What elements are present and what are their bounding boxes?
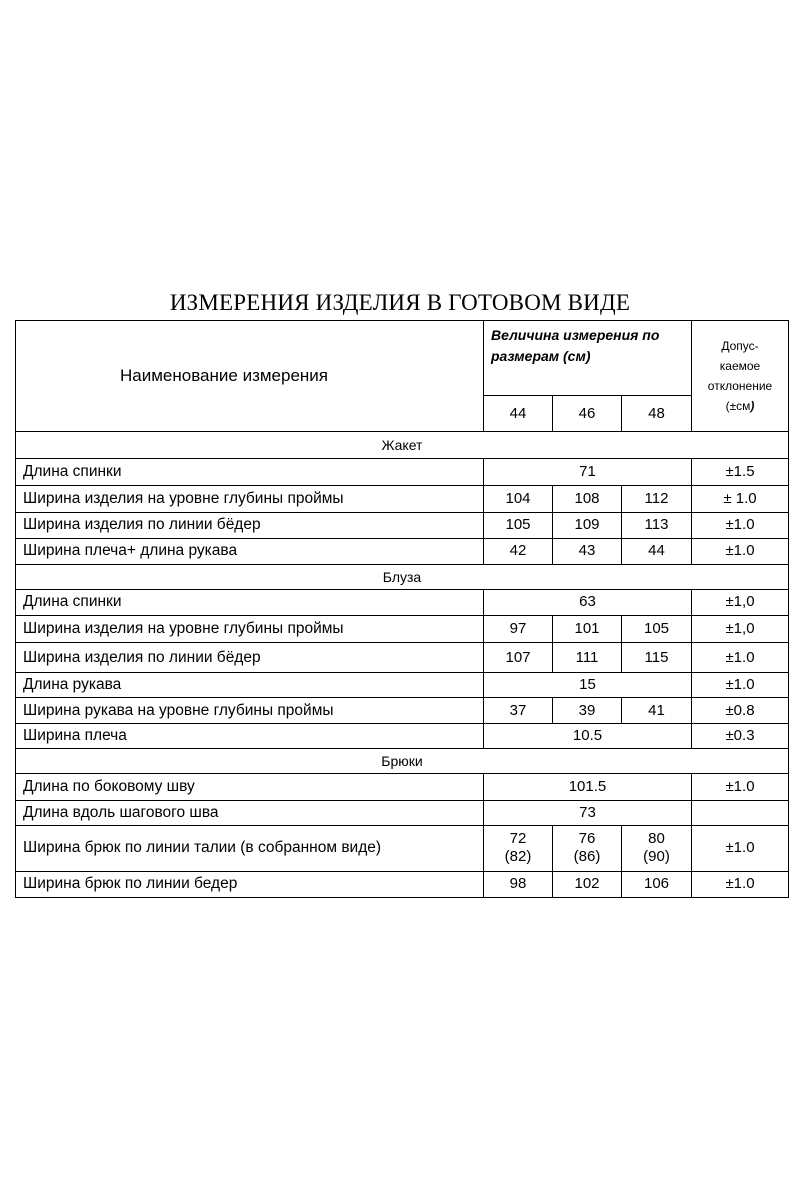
table-row [16, 724, 789, 749]
size-46-header: 46 [553, 396, 622, 432]
document-title: ИЗМЕРЕНИЯ ИЗДЕЛИЯ В ГОТОВОМ ВИДЕ [169, 290, 631, 315]
table-row [16, 589, 789, 615]
primary-value: 72 [509, 830, 527, 848]
measurement-value-size-48: 44 [622, 538, 692, 564]
measurement-tolerance: ±1.0 [692, 871, 789, 897]
measurement-tolerance [692, 800, 789, 825]
measurement-tolerance: ±1,0 [692, 615, 789, 642]
table-row [16, 643, 789, 673]
measurement-value-size-46 [553, 825, 622, 871]
section-row [16, 432, 789, 459]
header-tolerance-cell [692, 321, 789, 432]
measurement-value-size-46: 43 [553, 538, 622, 564]
measurement-value-size-48: 105 [622, 615, 692, 642]
table-row [16, 825, 789, 871]
measurement-tolerance: ±1,0 [692, 589, 789, 615]
measurement-name: Ширина брюк по линии талии (в собранном виде) [16, 825, 484, 871]
measurement-name: Ширина рукава на уровне глубины проймы [16, 698, 484, 724]
measurement-name: Ширина изделия на уровне глубины проймы [16, 485, 484, 512]
measurement-name: Ширина плеча [16, 724, 484, 749]
table-row [16, 774, 789, 800]
measurement-value-all-sizes: 15 [484, 673, 692, 698]
measurement-name: Ширина изделия по линии бёдер [16, 512, 484, 538]
size-48-header: 48 [622, 396, 692, 432]
section-title: Блуза [16, 564, 789, 589]
table-row [16, 615, 789, 642]
header-name-label: Наименование измерения [120, 366, 329, 386]
measurements-table [15, 320, 789, 898]
measurement-tolerance: ±1.0 [692, 825, 789, 871]
measurement-value-size-48: 115 [622, 643, 692, 673]
measurement-value-size-46: 101 [553, 615, 622, 642]
primary-value: 80 [648, 830, 665, 848]
header-size-line1: Величина измерения по [491, 327, 660, 343]
measurement-value-size-44: 37 [484, 698, 553, 724]
measurement-value-size-44 [484, 825, 553, 871]
table-row [16, 698, 789, 724]
alternate-value: (82) [504, 848, 532, 866]
measurement-value-size-48 [622, 825, 692, 871]
measurement-tolerance: ±1.0 [692, 512, 789, 538]
measurement-tolerance: ±1.0 [692, 774, 789, 800]
measurement-tolerance: ±1.0 [692, 643, 789, 673]
measurement-value-size-48: 41 [622, 698, 692, 724]
section-row [16, 564, 789, 589]
measurement-value-size-44: 98 [484, 871, 553, 897]
measurement-value-size-44: 107 [484, 643, 553, 673]
measurement-name: Длина спинки [16, 459, 484, 485]
header-tol-line2: каемое [719, 359, 761, 374]
measurement-tolerance: ±1.0 [692, 538, 789, 564]
measurement-value-all-sizes: 101.5 [484, 774, 692, 800]
measurement-tolerance: ±1.0 [692, 673, 789, 698]
measurement-value-all-sizes: 10.5 [484, 724, 692, 749]
measurement-name: Длина вдоль шагового шва [16, 800, 484, 825]
table-row [16, 800, 789, 825]
measurement-value-size-44: 104 [484, 485, 553, 512]
measurement-value-size-44: 105 [484, 512, 553, 538]
header-size-line2: размерам (см) [491, 348, 591, 364]
header-name-cell [16, 321, 484, 432]
header-tol-line4-close: ) [750, 399, 755, 414]
header-tol-line4 [692, 396, 788, 416]
measurement-tolerance: ±0.3 [692, 724, 789, 749]
measurement-value-all-sizes: 71 [484, 459, 692, 485]
table-row [16, 871, 789, 897]
measurement-value-size-46: 111 [553, 643, 622, 673]
measurement-value-size-46: 39 [553, 698, 622, 724]
table-row [16, 512, 789, 538]
table-row [16, 538, 789, 564]
measurement-value-size-44: 42 [484, 538, 553, 564]
measurement-value-all-sizes: 73 [484, 800, 692, 825]
measurement-value-size-48: 112 [622, 485, 692, 512]
measurement-name: Длина рукава [16, 673, 484, 698]
primary-value: 76 [578, 830, 596, 848]
measurement-value-size-48: 106 [622, 871, 692, 897]
measurement-tolerance: ± 1.0 [692, 485, 789, 512]
alternate-value: (90) [643, 848, 670, 866]
alternate-value: (86) [573, 848, 601, 866]
measurement-value-all-sizes: 63 [484, 589, 692, 615]
measurement-name: Длина по боковому шву [16, 774, 484, 800]
measurement-tolerance: ±0.8 [692, 698, 789, 724]
header-tol-line1: Допус- [721, 339, 759, 354]
section-title: Брюки [16, 749, 789, 774]
table-row [16, 673, 789, 698]
header-tol-line4-open: (±см [725, 399, 751, 414]
section-title: Жакет [16, 432, 789, 459]
measurement-name: Ширина плеча+ длина рукава [16, 538, 484, 564]
measurement-value-size-46: 102 [553, 871, 622, 897]
measurement-value-size-48: 113 [622, 512, 692, 538]
measurement-value-size-44: 97 [484, 615, 553, 642]
measurement-name: Ширина брюк по линии бедер [16, 871, 484, 897]
size-44-header: 44 [484, 396, 553, 432]
measurement-value-size-46: 108 [553, 485, 622, 512]
measurement-name: Ширина изделия на уровне глубины проймы [16, 615, 484, 642]
measurement-name: Длина спинки [16, 589, 484, 615]
measurement-value-size-46: 109 [553, 512, 622, 538]
header-row [16, 321, 789, 396]
header-tol-line3: отклонение [707, 379, 773, 394]
table-row [16, 485, 789, 512]
header-size-cell [484, 321, 692, 396]
table-row [16, 459, 789, 485]
measurement-tolerance: ±1.5 [692, 459, 789, 485]
section-row [16, 749, 789, 774]
measurement-name: Ширина изделия по линии бёдер [16, 643, 484, 673]
